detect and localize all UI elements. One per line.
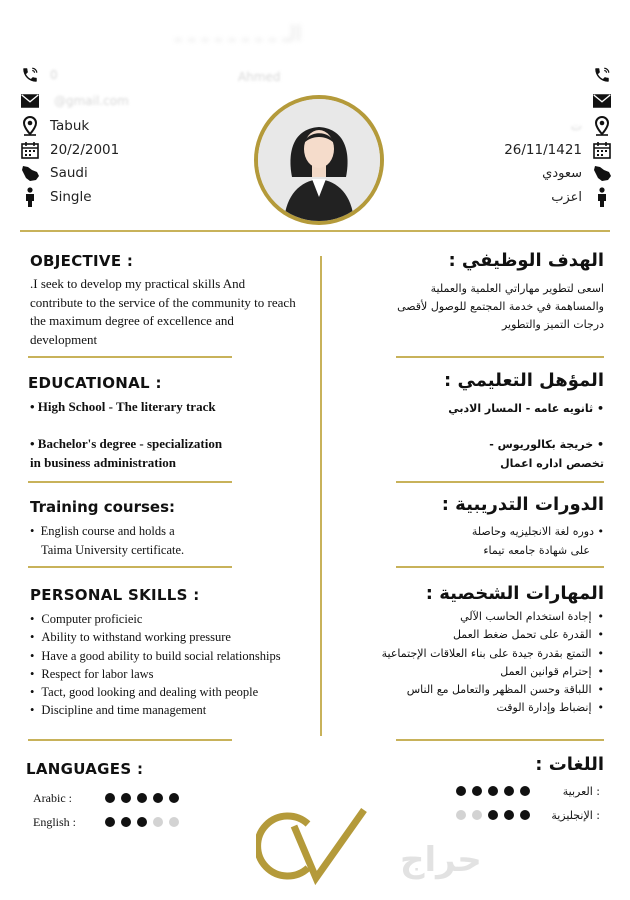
list-item: • إجادة استخدام الحاسب الآلي [314, 608, 604, 626]
divider-left [28, 566, 232, 568]
contact-nationality-right: سعودي [542, 162, 612, 184]
level-dot [121, 793, 131, 803]
contact-nationality-left: Saudi [20, 162, 88, 184]
level-dot [472, 810, 482, 820]
person-icon [20, 187, 40, 207]
list-item: • Ability to withstand working pressure [30, 628, 320, 646]
contact-birthdate-right: 26/11/1421 [504, 139, 612, 161]
level-dot [105, 793, 115, 803]
phone-icon [20, 65, 40, 85]
divider-right [396, 481, 604, 483]
education-title-en: EDUCATIONAL : [28, 374, 162, 392]
list-item: • Respect for labor laws [30, 665, 320, 683]
level-dot [137, 817, 147, 827]
list-item: • Tact, good looking and dealing with people [30, 683, 320, 701]
level-dot [456, 810, 466, 820]
training-text-en-line1: • English course and holds a [30, 524, 175, 538]
level-dot [153, 793, 163, 803]
language-row-english-ar: الإنجليزية : [456, 807, 600, 823]
cv-logo [256, 806, 368, 886]
divider-left [28, 356, 232, 358]
level-dot [169, 817, 179, 827]
objective-text-ar: اسعى لتطوير مهاراتي العلمية والعملية والمساهمة في خدمة المجتمع للوصول لأقصى درجات التميز والتطوير [397, 282, 604, 331]
level-dot [488, 786, 498, 796]
arabic-level-dots [105, 793, 179, 803]
cv-logo-icon [256, 806, 368, 886]
saudi-map-icon [592, 163, 612, 183]
english-level-dots [105, 817, 179, 827]
calendar-icon [592, 140, 612, 160]
contact-marital-left: Single [20, 186, 92, 208]
profile-avatar [254, 95, 384, 225]
level-dot [169, 793, 179, 803]
skills-list-ar [314, 608, 604, 718]
list-item: • Discipline and time management [30, 701, 320, 719]
level-dot [137, 793, 147, 803]
languages-title-en: LANGUAGES : [26, 760, 144, 778]
list-item: • اللباقة وحسن المظهر والتعامل مع الناس [314, 681, 604, 699]
phone-icon [592, 65, 612, 85]
level-dot [504, 810, 514, 820]
language-row-arabic-ar: العربية : [456, 783, 600, 799]
contact-phone-left: 0 [20, 64, 58, 86]
location-pin-icon [20, 116, 40, 136]
divider-left [28, 481, 232, 483]
envelope-icon [592, 91, 612, 111]
divider-left [28, 739, 232, 741]
name-title-blurred: الـ ـ ـ ـ ـ ـ ـ ـ ـ [175, 22, 302, 47]
divider-right [396, 566, 604, 568]
contact-email-right [582, 90, 612, 112]
list-item: • Have a good ability to build social relationships [30, 647, 320, 665]
skills-list-en [30, 610, 320, 720]
divider-right [396, 739, 604, 741]
level-dot [456, 786, 466, 796]
arabic-level-dots-ar [456, 786, 530, 796]
contact-city-left: Tabuk [20, 115, 89, 137]
training-title-ar: الدورات التدريبية : [441, 494, 604, 515]
list-item: • التمتع بقدرة جيدة على بناء العلاقات الإجتماعية [314, 645, 604, 663]
education-item2-en-line2: in business administration [30, 455, 176, 470]
level-dot [504, 786, 514, 796]
divider-right [396, 356, 604, 358]
skills-title-ar: المهارات الشخصية : [425, 583, 604, 604]
contact-email-left: @gmail.com [20, 90, 129, 112]
level-dot [520, 786, 530, 796]
location-pin-icon [592, 116, 612, 136]
education-item2-en-line1: • Bachelor's degree - specialization [30, 436, 223, 451]
objective-text-en: .I seek to develop my practical skills And contribute to the service of the community to reach the maximum degree of excellence and development [30, 276, 296, 347]
training-text-en-line2: Taima University certificate. [41, 543, 185, 557]
objective-title-en: OBJECTIVE : [30, 252, 134, 270]
education-item2-ar-line1: • خريجة بكالوريوس - [489, 438, 604, 451]
english-level-dots-ar [456, 810, 530, 820]
person-icon [592, 187, 612, 207]
training-text-ar-line2: على شهادة جامعه تيماء [483, 544, 590, 557]
skills-title-en: PERSONAL SKILLS : [30, 586, 200, 604]
language-row-arabic-en: Arabic : [33, 790, 179, 806]
level-dot [121, 817, 131, 827]
level-dot [488, 810, 498, 820]
training-title-en: Training courses: [30, 498, 176, 516]
contact-phone-right [582, 64, 612, 86]
level-dot [472, 786, 482, 796]
language-row-english-en: English : [33, 814, 179, 830]
education-item1-ar: • ثانويه عامه - المسار الادبي [448, 402, 604, 415]
woman-avatar-icon [258, 99, 380, 221]
level-dot [105, 817, 115, 827]
contact-birthdate-left: 20/2/2001 [20, 139, 119, 161]
level-dot [520, 810, 530, 820]
objective-title-ar: الهدف الوظيفي : [448, 250, 604, 271]
list-item: • إحترام قوانين العمل [314, 663, 604, 681]
education-item1-en: • High School - The literary track [30, 399, 216, 414]
calendar-icon [20, 140, 40, 160]
saudi-map-icon [20, 163, 40, 183]
contact-city-right: ت [571, 115, 612, 137]
list-item: • إنضباط وإدارة الوقت [314, 699, 604, 717]
education-item2-ar-line2: تخصص اداره اعمال [500, 457, 604, 470]
contact-marital-right: اعزب [551, 186, 612, 208]
training-text-ar-line1: • دوره لغة الانجليزيه وحاصلة [471, 525, 604, 538]
education-title-ar: المؤهل التعليمي : [444, 370, 604, 391]
languages-title-ar: اللغات : [535, 754, 604, 775]
list-item: • القدرة على تحمل ضغط العمل [314, 626, 604, 644]
level-dot [153, 817, 163, 827]
haraj-watermark: حراج [400, 840, 482, 880]
header-divider [20, 230, 610, 232]
list-item: • Computer proficieic [30, 610, 320, 628]
envelope-icon [20, 91, 40, 111]
header-center-blurred: Ahmed [238, 70, 281, 84]
